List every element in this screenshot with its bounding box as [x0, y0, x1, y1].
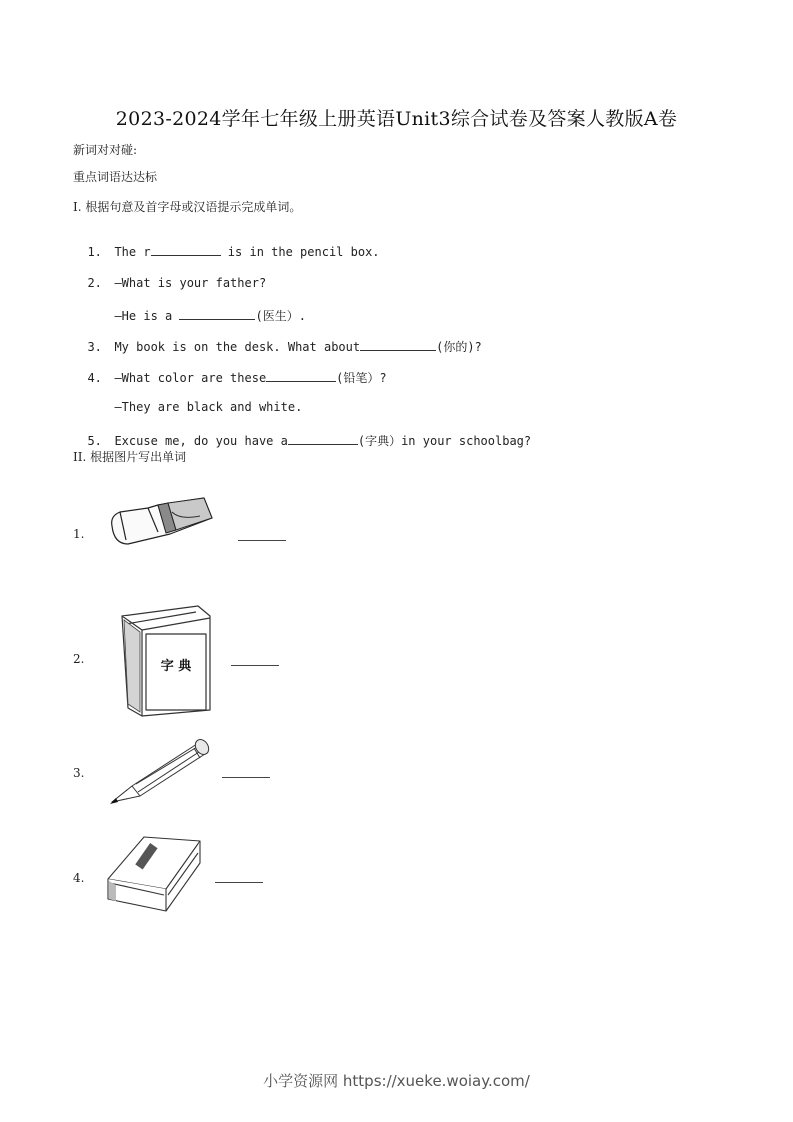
- answer-blank[interactable]: [222, 776, 270, 778]
- dictionary-image: [118, 600, 218, 718]
- question-number: 5.: [87, 434, 102, 448]
- question-number: 3.: [87, 340, 102, 354]
- question-text: My book is on the desk. What about: [114, 340, 361, 354]
- question-text: Excuse me, do you have a: [114, 434, 288, 448]
- question-3: [73, 324, 482, 355]
- picture-item-number: 2.: [73, 652, 85, 666]
- section-2-heading: II. 根据图片写出单词: [73, 450, 187, 464]
- question-text: —He is a: [114, 309, 180, 323]
- answer-blank[interactable]: [179, 308, 255, 320]
- question-number: 4.: [87, 371, 102, 385]
- page-title: 2023-2024学年七年级上册英语Unit3综合试卷及答案人教版A卷: [115, 108, 678, 130]
- question-text: (你的)?: [436, 340, 482, 354]
- picture-item-number: 1.: [73, 527, 85, 541]
- book-image: [104, 835, 204, 915]
- question-number: 1.: [87, 245, 102, 259]
- dictionary-cover-text: 字 典: [160, 659, 192, 674]
- question-text: —What is your father?: [114, 276, 267, 290]
- footer-watermark: 小学资源网 https://xueke.woiay.com/: [263, 1072, 530, 1090]
- question-text: (铅笔）?: [336, 371, 387, 385]
- picture-item-number: 3.: [73, 766, 85, 780]
- picture-item-number: 4.: [73, 871, 85, 885]
- question-number: 2.: [87, 276, 102, 290]
- question-text: is in the pencil box.: [220, 245, 380, 259]
- answer-blank[interactable]: [215, 881, 263, 883]
- question-4-response: [73, 386, 302, 414]
- question-2: [73, 262, 266, 290]
- subheading-key-words: 重点词语达达标: [73, 170, 158, 184]
- answer-blank[interactable]: [231, 664, 279, 666]
- answer-blank[interactable]: [266, 370, 336, 382]
- question-text: —What color are these: [114, 371, 267, 385]
- question-4: [73, 355, 387, 386]
- answer-blank[interactable]: [288, 433, 358, 445]
- question-text: (医生）.: [255, 309, 306, 323]
- question-1: [73, 230, 380, 259]
- subheading-new-words: 新词对对碰:: [73, 143, 138, 157]
- answer-blank[interactable]: [360, 339, 436, 351]
- section-1-heading: I. 根据句意及首字母或汉语提示完成单词。: [73, 200, 302, 214]
- question-text: (字典）in your schoolbag?: [357, 434, 532, 448]
- pencil-image: [108, 736, 212, 808]
- question-text: The r: [114, 245, 151, 259]
- question-2-answer-line: [73, 293, 306, 324]
- question-5: [73, 418, 531, 449]
- answer-blank[interactable]: [238, 539, 286, 541]
- answer-blank[interactable]: [151, 244, 221, 256]
- question-text: —They are black and white.: [114, 400, 303, 414]
- eraser-image: [108, 492, 220, 552]
